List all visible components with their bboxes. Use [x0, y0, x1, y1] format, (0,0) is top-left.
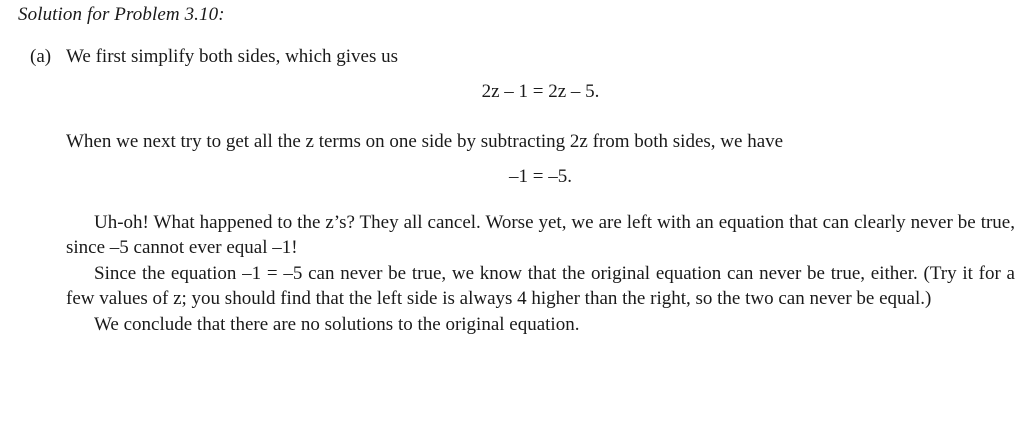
- display-equation-2: –1 = –5.: [509, 166, 572, 188]
- spacer: [66, 115, 1015, 129]
- solution-part-a: [30, 44, 1015, 337]
- part-label: (a): [30, 46, 52, 67]
- spacer: [66, 200, 1015, 210]
- paragraph-subtract: When we next try to get all the z terms on one side by subtracting 2z from both sides, we have: [66, 130, 784, 152]
- display-equation-1: 2z – 1 = 2z – 5.: [481, 81, 600, 103]
- part-row: [30, 44, 1015, 337]
- solution-heading: Solution for Problem 3.10:: [18, 4, 225, 25]
- paragraph-never-true: Since the equation –1 = –5 can never be true, we know that the original equation can never be true, either. (Try it for a few values of z; you should find that the left side is always 4 higher than the right, so the two can never be equal.): [66, 262, 1015, 310]
- paragraph-simplify: We first simplify both sides, which gives us: [66, 46, 398, 67]
- part-body: [66, 44, 1015, 337]
- paragraph-uhoh: Uh-oh! What happened to the z’s? They all cancel. Worse yet, we are left with an equation that can clearly never be true, since –5 cannot ever equal –1!: [66, 211, 1015, 259]
- paragraph-conclusion: We conclude that there are no solutions to the original equation.: [94, 313, 580, 335]
